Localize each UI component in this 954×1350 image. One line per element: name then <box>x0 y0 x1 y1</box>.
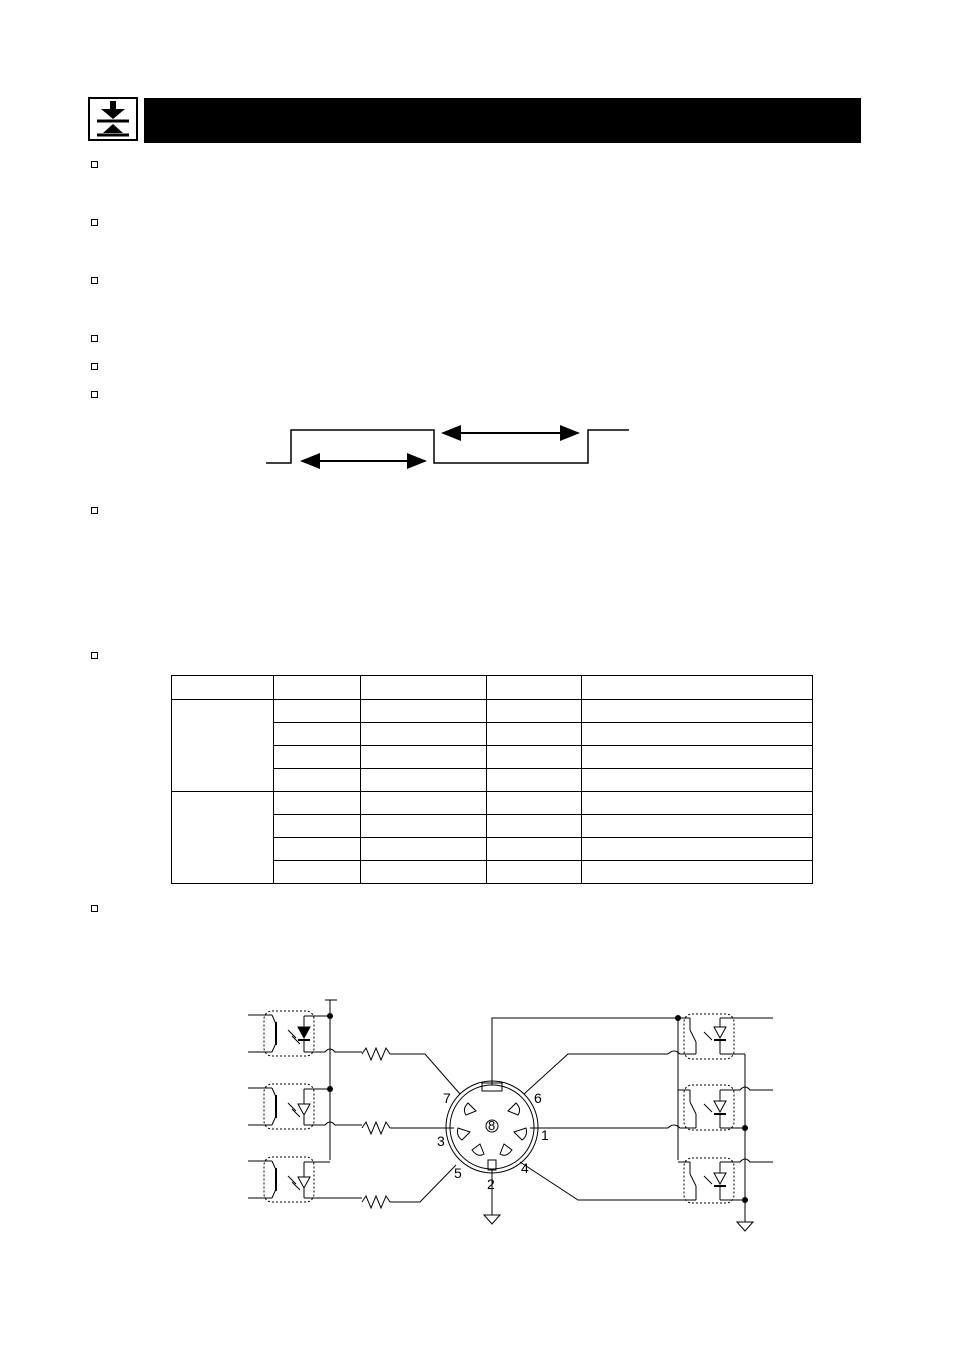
optocoupler-icon <box>264 1157 314 1202</box>
pin-label: 6 <box>534 1090 542 1106</box>
pin-label: 7 <box>443 1090 451 1106</box>
ground-icon <box>737 1222 753 1231</box>
pin-label: 2 <box>487 1176 495 1192</box>
pin-label: 1 <box>541 1127 549 1143</box>
optocoupler-icon <box>264 1084 314 1129</box>
resistor-icon <box>362 1122 390 1134</box>
optocoupler-icon <box>684 1085 734 1130</box>
pin-label: 5 <box>454 1165 462 1181</box>
ground-icon <box>484 1215 500 1224</box>
resistor-icon <box>362 1196 390 1208</box>
pin-label: 8 <box>488 1118 496 1133</box>
resistor-icon <box>362 1048 390 1060</box>
pin-label: 3 <box>437 1133 445 1149</box>
pin-label: 4 <box>521 1160 529 1176</box>
